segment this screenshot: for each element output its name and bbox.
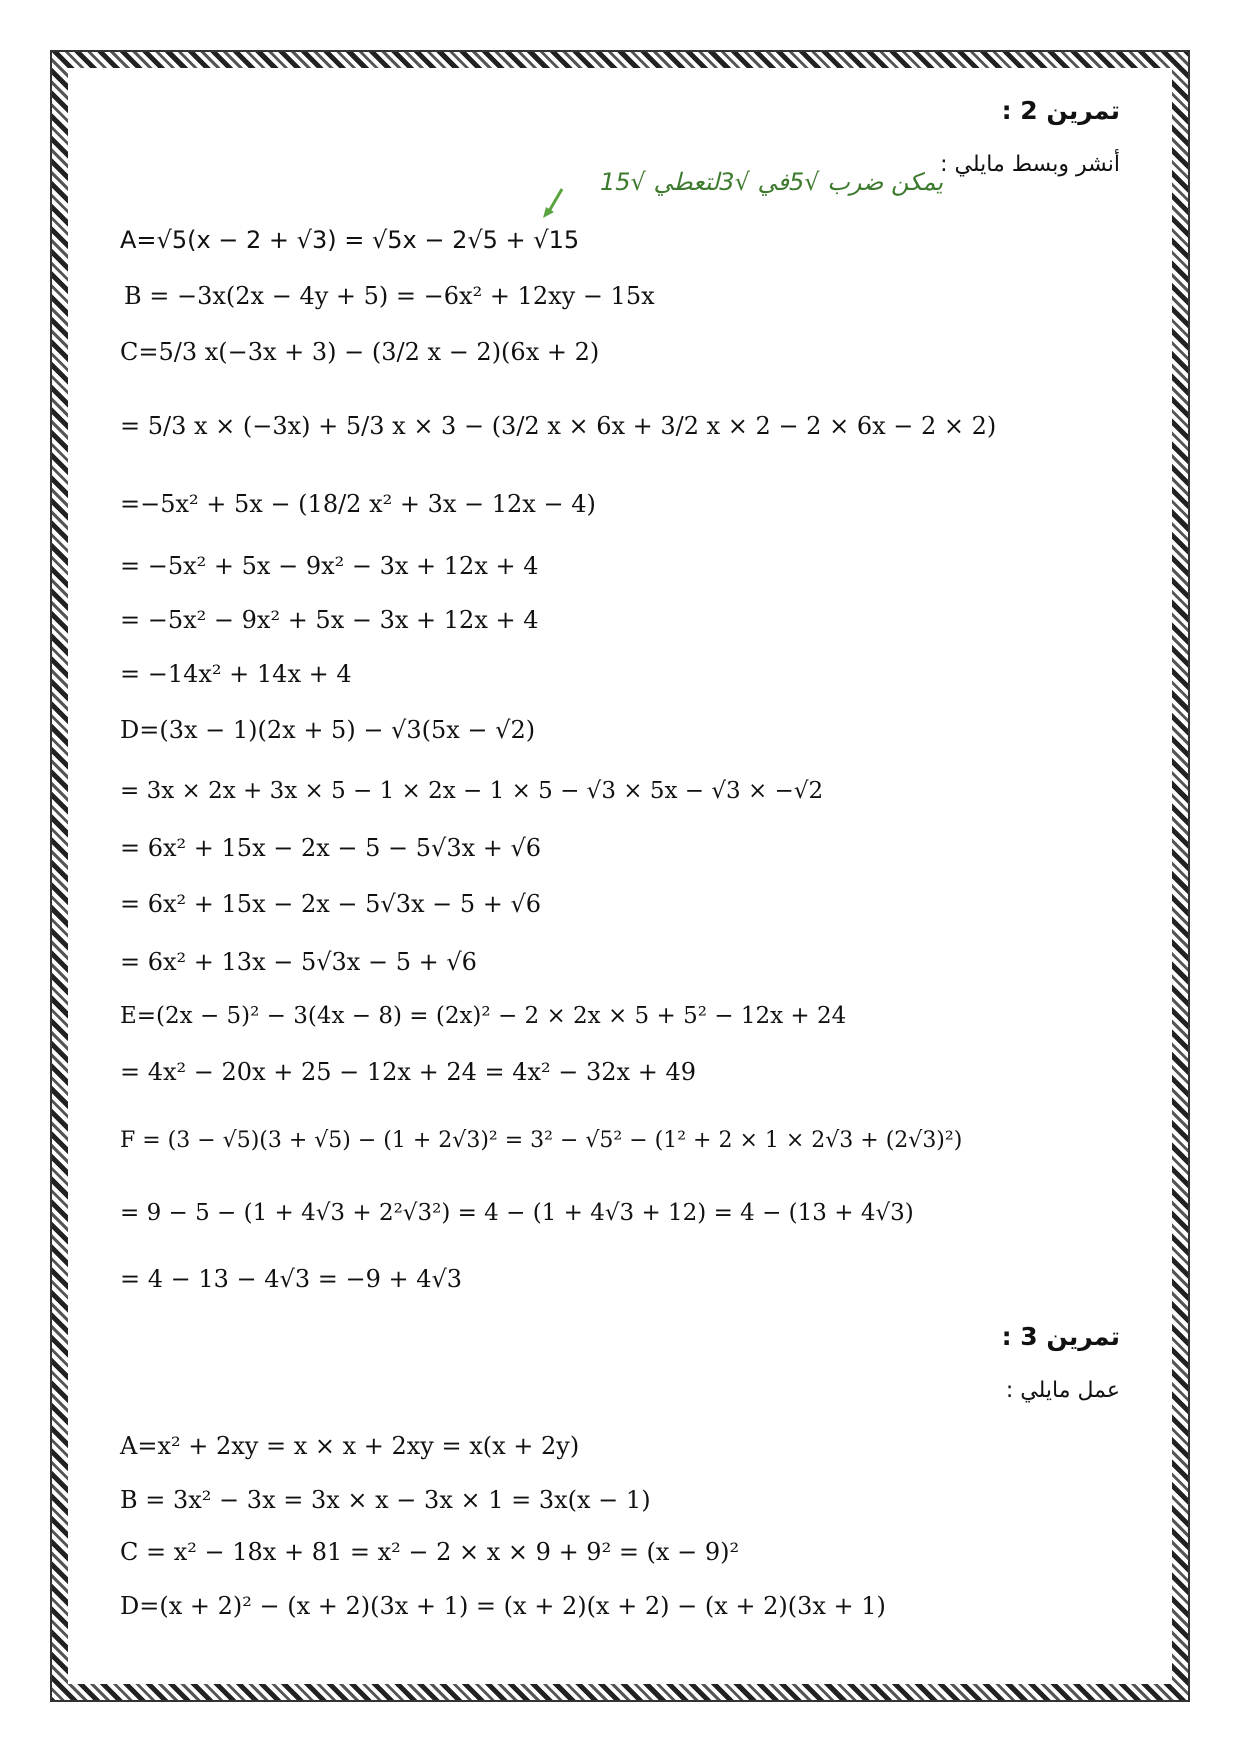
expression-d-step-1: = 3x × 2x + 3x × 5 − 1 × 2x − 1 × 5 − √3 × 5x − √3 × −√2 (120, 778, 824, 804)
factor-c: C = x² − 18x + 81 = x² − 2 × x × 9 + 9² = (x − 9)² (120, 1538, 740, 1566)
expression-b: B = −3x(2x − 4y + 5) = −6x² + 12xy − 15x (124, 282, 655, 310)
factor-b: B = 3x² − 3x = 3x × x − 3x × 1 = 3x(x − 1) (120, 1486, 651, 1514)
expression-c-step-3: = −5x² + 5x − 9x² − 3x + 12x + 4 (120, 552, 539, 580)
exercise-3-title: تمرين 3 : (1001, 1322, 1120, 1351)
expression-d-step-4: = 6x² + 13x − 5√3x − 5 + √6 (120, 948, 477, 976)
exercise-2-title: تمرين 2 : (1001, 96, 1120, 125)
expression-c: C=5/3 x(−3x + 3) − (3/2 x − 2)(6x + 2) (120, 338, 600, 366)
expression-d-step-3: = 6x² + 15x − 2x − 5√3x − 5 + √6 (120, 890, 542, 918)
expression-c-step-4: = −5x² − 9x² + 5x − 3x + 12x + 4 (120, 606, 539, 634)
exercise-2-note: يمكن ضرب √5في √3لتعطي √15 (600, 168, 944, 196)
exercise-3-instruction: عمل مايلي : (1005, 1378, 1120, 1403)
expression-a: A=√5(x − 2 + √3) = √5x − 2√5 + √15 (120, 226, 580, 254)
expression-f-step-2: = 4 − 13 − 4√3 = −9 + 4√3 (120, 1265, 463, 1293)
factor-d: D=(x + 2)² − (x + 2)(3x + 1) = (x + 2)(x + 2) − (x + 2)(3x + 1) (120, 1592, 886, 1620)
expression-d-step-2: = 6x² + 15x − 2x − 5 − 5√3x + √6 (120, 834, 542, 862)
expression-e: E=(2x − 5)² − 3(4x − 8) = (2x)² − 2 × 2x × 5 + 5² − 12x + 24 (120, 1003, 847, 1029)
expression-c-step-5: = −14x² + 14x + 4 (120, 660, 352, 688)
expression-c-step-1: = 5/3 x × (−3x) + 5/3 x × 3 − (3/2 x × 6x + 3/2 x × 2 − 2 × 6x − 2 × 2) (120, 412, 997, 440)
expression-e-step-1: = 4x² − 20x + 25 − 12x + 24 = 4x² − 32x + 49 (120, 1058, 696, 1086)
expression-d: D=(3x − 1)(2x + 5) − √3(5x − √2) (120, 716, 536, 744)
factor-a: A=x² + 2xy = x × x + 2xy = x(x + 2y) (120, 1432, 580, 1460)
arrow-icon (540, 185, 570, 220)
expression-f: F = (3 − √5)(3 + √5) − (1 + 2√3)² = 3² − √5² − (1² + 2 × 1 × 2√3 + (2√3)²) (120, 1128, 963, 1153)
expression-f-step-1: = 9 − 5 − (1 + 4√3 + 2²√3²) = 4 − (1 + 4√3 + 12) = 4 − (13 + 4√3) (120, 1200, 914, 1226)
expression-c-step-2: =−5x² + 5x − (18/2 x² + 3x − 12x − 4) (120, 490, 596, 518)
exercise-2-instruction: أنشر وبسط مايلي : (940, 152, 1120, 177)
